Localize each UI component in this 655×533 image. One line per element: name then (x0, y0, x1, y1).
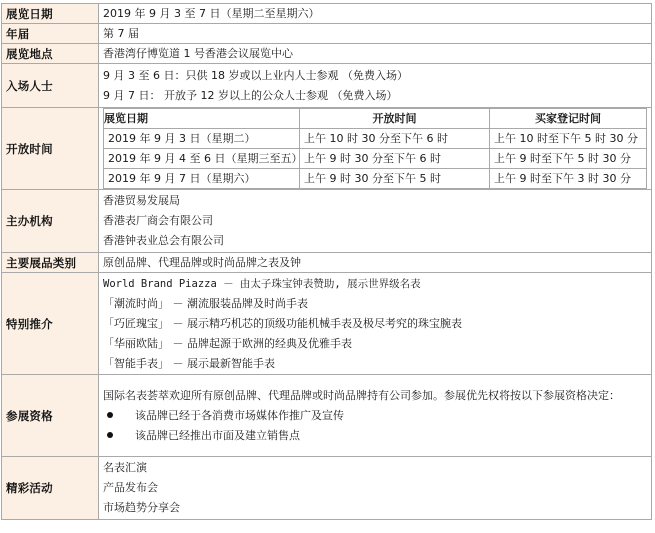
row-admission (2, 64, 652, 108)
label-hours: 开放时间 (2, 108, 99, 190)
row-venue (2, 44, 652, 64)
row-features (2, 273, 652, 375)
label-venue: 展览地点 (2, 44, 99, 64)
venue-text: 香港湾仔博览道 1 号香港会议展览中心 (103, 46, 293, 60)
hours-row (104, 149, 647, 169)
hours-row (104, 169, 647, 189)
hours-row-2-open: 上午 9 时 30 分至下午 6 时 (300, 149, 490, 169)
admission-line-1: 9 月 3 至 6 日：只供 18 岁或以上业内人士参观 （免费入场） (103, 68, 408, 82)
value-organizers (99, 190, 652, 253)
row-categories (2, 253, 652, 273)
hours-header-registration: 买家登记时间 (490, 109, 647, 129)
label-edition: 年届 (2, 24, 99, 44)
label-admission: 入场人士 (2, 64, 99, 108)
hours-table (103, 108, 647, 189)
eligibility-bullet-1-text: 该品牌已经于各消费市场媒体作推广及宣传 (135, 408, 344, 422)
value-eligibility (99, 375, 652, 457)
hours-row-3-date: 2019 年 9 月 7 日（星期六） (104, 169, 300, 189)
organizer-3: 香港钟表业总会有限公司 (103, 234, 224, 247)
bullet-icon (107, 412, 113, 418)
feature-1: World Brand Piazza － 由太子珠宝钟表赞助, 展示世界级名表 (103, 277, 421, 290)
hours-row-1-registration: 上午 10 时至下午 5 时 30 分 (490, 129, 647, 149)
row-highlights (2, 457, 652, 520)
hours-row-1-open: 上午 10 时 30 分至下午 6 时 (300, 129, 490, 149)
row-edition (2, 24, 652, 44)
hours-row-2-date: 2019 年 9 月 4 至 6 日（星期三至五） (104, 149, 300, 169)
eligibility-bullet-2 (103, 426, 647, 446)
hours-row-2-registration: 上午 9 时至下午 5 时 30 分 (490, 149, 647, 169)
label-features: 特别推介 (2, 273, 99, 375)
hours-row-1-date: 2019 年 9 月 3 日（星期二） (104, 129, 300, 149)
label-highlights: 精彩活动 (2, 457, 99, 520)
row-organizers (2, 190, 652, 253)
value-dates (99, 4, 652, 24)
label-eligibility: 参展资格 (2, 375, 99, 457)
bullet-icon (107, 432, 113, 438)
feature-5: 「智能手表」 － 展示最新智能手表 (103, 356, 275, 370)
organizer-1: 香港贸易发展局 (103, 194, 180, 207)
eligibility-bullet-1 (103, 406, 647, 426)
dates-text: 2019 年 9 月 3 至 7 日（星期二至星期六） (103, 6, 320, 20)
feature-2: 「潮流时尚」 － 潮流服装品牌及时尚手表 (103, 296, 308, 310)
highlight-1: 名表汇演 (103, 461, 147, 474)
row-dates (2, 4, 652, 24)
feature-4: 「华丽欧陆」 － 品牌起源于欧洲的经典及优雅手表 (103, 336, 352, 350)
hours-header-date: 展览日期 (104, 109, 300, 129)
hours-row-3-open: 上午 9 时 30 分至下午 5 时 (300, 169, 490, 189)
row-eligibility (2, 375, 652, 457)
value-hours (99, 108, 652, 190)
value-admission (99, 64, 652, 108)
hours-header-open: 开放时间 (300, 109, 490, 129)
row-hours (2, 108, 652, 190)
feature-3: 「巧匠瑰宝」 － 展示精巧机芯的顶级功能机械手表及极尽考究的珠宝腕表 (103, 316, 462, 330)
value-categories (99, 253, 652, 273)
label-organizers: 主办机构 (2, 190, 99, 253)
highlight-3: 市场趋势分享会 (103, 501, 180, 514)
value-highlights (99, 457, 652, 520)
label-dates: 展览日期 (2, 4, 99, 24)
edition-text: 第 7 届 (103, 26, 139, 40)
eligibility-intro: 国际名表荟萃欢迎所有原创品牌、代理品牌或时尚品牌持有公司参加。参展优先权将按以下参展资格决定： (103, 388, 620, 402)
admission-line-2: 9 月 7 日： 开放予 12 岁以上的公众人士参观 （免费入场） (103, 88, 398, 102)
label-categories: 主要展品类别 (2, 253, 99, 273)
exhibition-info-table (1, 3, 652, 520)
hours-header (104, 109, 647, 129)
eligibility-bullet-2-text: 该品牌已经推出市面及建立销售点 (135, 428, 300, 442)
hours-row-3-registration: 上午 9 时至下午 3 时 30 分 (490, 169, 647, 189)
organizer-2: 香港表厂商会有限公司 (103, 214, 213, 227)
value-venue (99, 44, 652, 64)
hours-row (104, 129, 647, 149)
categories-text: 原创品牌、代理品牌或时尚品牌之表及钟 (103, 255, 301, 269)
value-features (99, 273, 652, 375)
highlight-2: 产品发布会 (103, 481, 158, 494)
value-edition (99, 24, 652, 44)
